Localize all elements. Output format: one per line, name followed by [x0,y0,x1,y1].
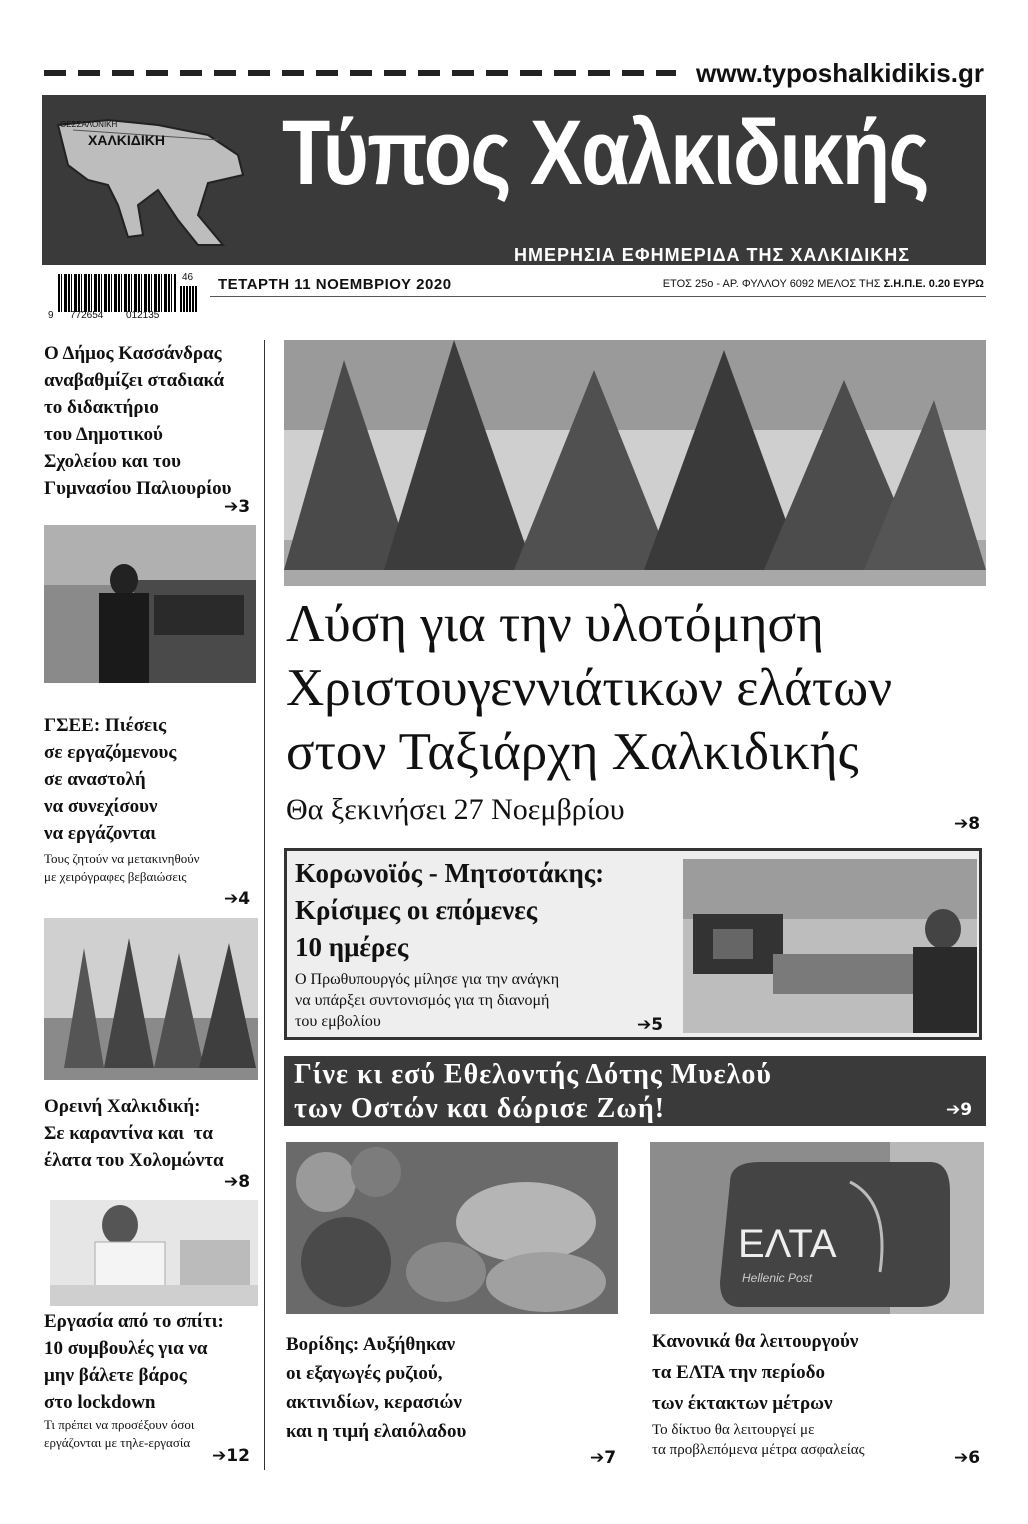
covid-box[interactable] [284,848,982,1040]
covid-text [295,969,559,1032]
masthead [42,95,986,265]
page-ref-3[interactable]: ➔3 [224,497,251,517]
column-divider [264,340,265,1470]
story-gsee-sub [44,850,200,886]
issue-number: ΕΤΟΣ 25ο - ΑΡ. ΦΥΛΛΟΥ 6092 ΜΕΛΟΣ ΤΗΣ [662,278,881,290]
price: 0.20 ΕΥΡΩ [928,278,984,290]
banner-text [294,1058,772,1126]
story-line: ακτινιδίων, κερασιών [286,1392,462,1413]
barcode-issue: 46 [182,272,194,283]
dashed-rule [44,70,676,76]
story-line: έλατα του Χολομώντα [44,1150,224,1171]
elta-logo-subtext: Hellenic Post [742,1271,813,1285]
police-check-photo [44,525,256,683]
story-line: να συνεχίσουν [44,796,158,817]
headline-line: στον Ταξιάρχη Χαλκιδικής [286,723,859,781]
story-line: να εργάζονται [44,823,157,844]
story-wfh-sub [44,1416,194,1452]
page-ref-9[interactable]: ➔9 [946,1100,973,1120]
story-line: τα ΕΛΤΑ την περίοδο [652,1362,826,1383]
story-cholomontas[interactable] [44,1093,264,1174]
headline-line: Χριστουγεννιάτικων ελάτων [286,659,893,717]
main-deck: Θα ξεκινήσει 27 Νοεμβρίου [286,793,625,826]
story-sub-line: τα προβλεπόμενα μέτρα ασφαλείας [652,1442,865,1458]
story-line: Ο Δήμος Κασσάνδρας [44,343,222,364]
story-line: μην βάλετε βάρος [44,1365,187,1386]
story-line: σε αναστολή [44,769,146,790]
page-ref-8-main[interactable]: ➔8 [954,814,981,834]
barcode-digit-2: 772654 [70,310,104,321]
issue-info [663,278,984,290]
barcode [48,274,198,322]
barcode-small-bars [180,286,198,312]
barcode-bars [58,274,176,312]
covid-text-line: Ο Πρωθυπουργός μίλησε για την ανάγκη [295,971,560,988]
header-rule [210,296,986,297]
covid-text-line: να υπάρξει συντονισμός για τη διανομή [295,992,550,1009]
page-ref-4[interactable]: ➔4 [224,889,251,909]
map-label-thessaloniki: ΘΕΣΣΑΛΟΝΙΚΗ [60,120,118,129]
story-sub-line: εργάζονται με τηλε-εργασία [44,1435,191,1450]
story-sub-line: Το δίκτυο θα λειτουργεί με [652,1422,815,1438]
story-line: σε εργαζόμενους [44,742,177,763]
issue-date: ΤΕΤΑΡΤΗ 11 ΝΟΕΜΒΡΙΟΥ 2020 [218,276,452,293]
covid-title [295,855,604,966]
headline-line: Λύση για την υλοτόμηση [286,595,824,653]
story-sub-line: Τι πρέπει να προσέξουν όσοι [44,1417,195,1432]
story-line: Σε καραντίνα και τα [44,1123,214,1144]
story-line: Ορεινή Χαλκιδική: [44,1096,201,1117]
covid-text-line: του εμβολίου [295,1013,381,1030]
page-ref-5[interactable]: ➔5 [637,1015,664,1035]
story-kassandra[interactable] [44,340,264,502]
story-elta-sub [652,1420,865,1460]
newspaper-title: Τύπος Χαλκιδικής [282,102,928,204]
chalkidiki-map-icon [48,105,268,255]
story-line: ΓΣΕΕ: Πιέσεις [44,715,167,736]
story-line: 10 συμβουλές για να [44,1338,208,1359]
story-line: Βορίδης: Αυξήθηκαν [286,1334,456,1355]
work-from-home-photo [50,1200,258,1306]
elta-logo-text: ΕΛΤΑ [738,1222,837,1266]
covid-title-line: Κρίσιμες οι επόμενες [295,895,538,925]
marrow-donor-banner[interactable] [284,1056,986,1126]
main-headline[interactable] [286,592,986,784]
banner-line: Γίνε κι εσύ Εθελοντής Δότης Μυελού [294,1059,772,1090]
story-gsee[interactable] [44,712,264,847]
mitsotakis-office-photo [683,859,977,1033]
story-line: Σχολείου και του [44,451,181,472]
banner-line: των Οστών και δώρισε Ζωή! [294,1093,666,1124]
story-line: Κανονικά θα λειτουργούν [652,1331,859,1352]
christmas-trees-photo [284,340,986,586]
market-produce-photo [286,1142,618,1314]
story-line: το διδακτήριο [44,397,159,418]
covid-title-line: Κορωνοϊός - Μητσοτάκης: [295,858,605,888]
union-name: Σ.Η.Π.Ε. [883,278,926,290]
story-sub-line: με χειρόγραφες βεβαιώσεις [44,869,187,884]
story-line: αναβαθμίζει σταδιακά [44,370,225,391]
website-url[interactable]: www.typoshalkidikis.gr [696,58,984,88]
story-exports[interactable] [286,1330,616,1446]
page-ref-8-left[interactable]: ➔8 [224,1172,251,1192]
story-elta[interactable] [652,1326,982,1419]
story-line: και η τιμή ελαιόλαδου [286,1421,467,1442]
elta-sign-photo [650,1142,984,1314]
story-line: στο lockdown [44,1392,156,1413]
story-sub-line: Τους ζητούν να μετακινηθούν [44,851,200,866]
page-ref-7[interactable]: ➔7 [590,1448,617,1468]
story-line: Εργασία από το σπίτι: [44,1311,224,1332]
story-work-from-home[interactable] [44,1308,266,1416]
story-line: του Δημοτικού [44,424,163,445]
page-ref-6[interactable]: ➔6 [954,1448,981,1468]
fir-trees-small-photo [44,918,258,1080]
story-line: οι εξαγωγές ρυζιού, [286,1363,443,1384]
newspaper-subtitle: ΗΜΕΡΗΣΙΑ ΕΦΗΜΕΡΙΔΑ ΤΗΣ ΧΑΛΚΙΔΙΚΗΣ [514,245,911,265]
covid-title-line: 10 ημέρες [295,932,409,962]
map-label-chalkidiki: ΧΑΛΚΙΔΙΚΗ [88,132,165,148]
story-line: των έκτακτων μέτρων [652,1393,833,1414]
story-line: Γυμνασίου Παλιουρίου [44,478,232,499]
barcode-digit-3: 012135 [126,310,160,321]
page-ref-12[interactable]: ➔12 [212,1446,250,1466]
barcode-digit-1: 9 [48,310,54,321]
